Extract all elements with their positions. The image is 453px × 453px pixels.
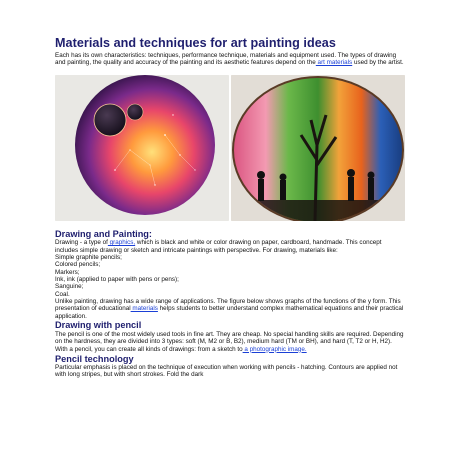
page-title: Materials and techniques for art painting ideas xyxy=(55,36,336,50)
intro-text: Each has its own characteristics: techniques, performance technique, materials and equipment used. The types of drawing and painting, the quality and accuracy of the painting and its aesthetic features depend on the xyxy=(55,52,397,67)
materials-list-item: Ink, ink (applied to paper with pens or pens); xyxy=(55,275,179,283)
drawing-text: Drawing - a type of xyxy=(55,239,108,247)
section-heading-pencil-technology: Pencil technology xyxy=(55,353,134,364)
materials-link[interactable]: materials xyxy=(130,305,158,313)
photographic-image-link[interactable]: a photographic image. xyxy=(242,345,307,353)
pencil-text: The pencil is one of the most widely used tools in fine art. They are cheap. No special handling skills are required. Depending on the hardness, they are divided into 3 types: soft (M, M2 or B, B2), medium hard (TM or BH), and hard (T, T2 or H, H2). With a pencil, you can create all kinds of drawings: from a sketch to xyxy=(55,330,404,353)
materials-list-item: Sanguine; xyxy=(55,283,84,291)
applications-paragraph xyxy=(55,298,405,320)
four-seasons-painting-image xyxy=(231,75,405,221)
materials-list-item: Colored pencils; xyxy=(55,261,101,269)
drawing-paragraph xyxy=(55,239,405,254)
applications-text-end: helps students to better understand complex mathematical equations and their practical application. xyxy=(55,305,404,320)
pencil-technology-paragraph: Particular emphasis is placed on the technique of execution when working with pencils - hatching. Contours are applied not with long stripes, but with short strokes. Fold the dark xyxy=(55,364,398,379)
pencil-paragraph xyxy=(55,331,405,353)
section-heading-drawing-painting: Drawing and Painting: xyxy=(55,228,152,239)
applications-text: Unlike painting, drawing has a wide range of applications. The figure below shows graphs of the functions of the y form. This presentation of educational xyxy=(55,297,401,313)
section-heading-drawing-pencil: Drawing with pencil xyxy=(55,320,142,331)
materials-list-item: Coal. xyxy=(55,290,70,298)
intro-paragraph xyxy=(55,52,405,67)
painting-images xyxy=(55,75,405,222)
art-materials-link[interactable]: art materials xyxy=(315,59,353,67)
intro-text-end: used by the artist. xyxy=(352,59,404,67)
galaxy-painting-image xyxy=(55,75,229,221)
drawing-text-end: which is black and white or color drawing on paper, cardboard, handmade. This concept includes simple drawing or sketch and intricate paintings with perspective. For drawing, materials like: xyxy=(55,239,382,254)
materials-list-item: Simple graphite pencils; xyxy=(55,253,122,261)
materials-list-item: Markers; xyxy=(55,268,80,276)
article-body xyxy=(55,36,405,379)
graphics-link[interactable]: graphics, xyxy=(107,239,136,247)
